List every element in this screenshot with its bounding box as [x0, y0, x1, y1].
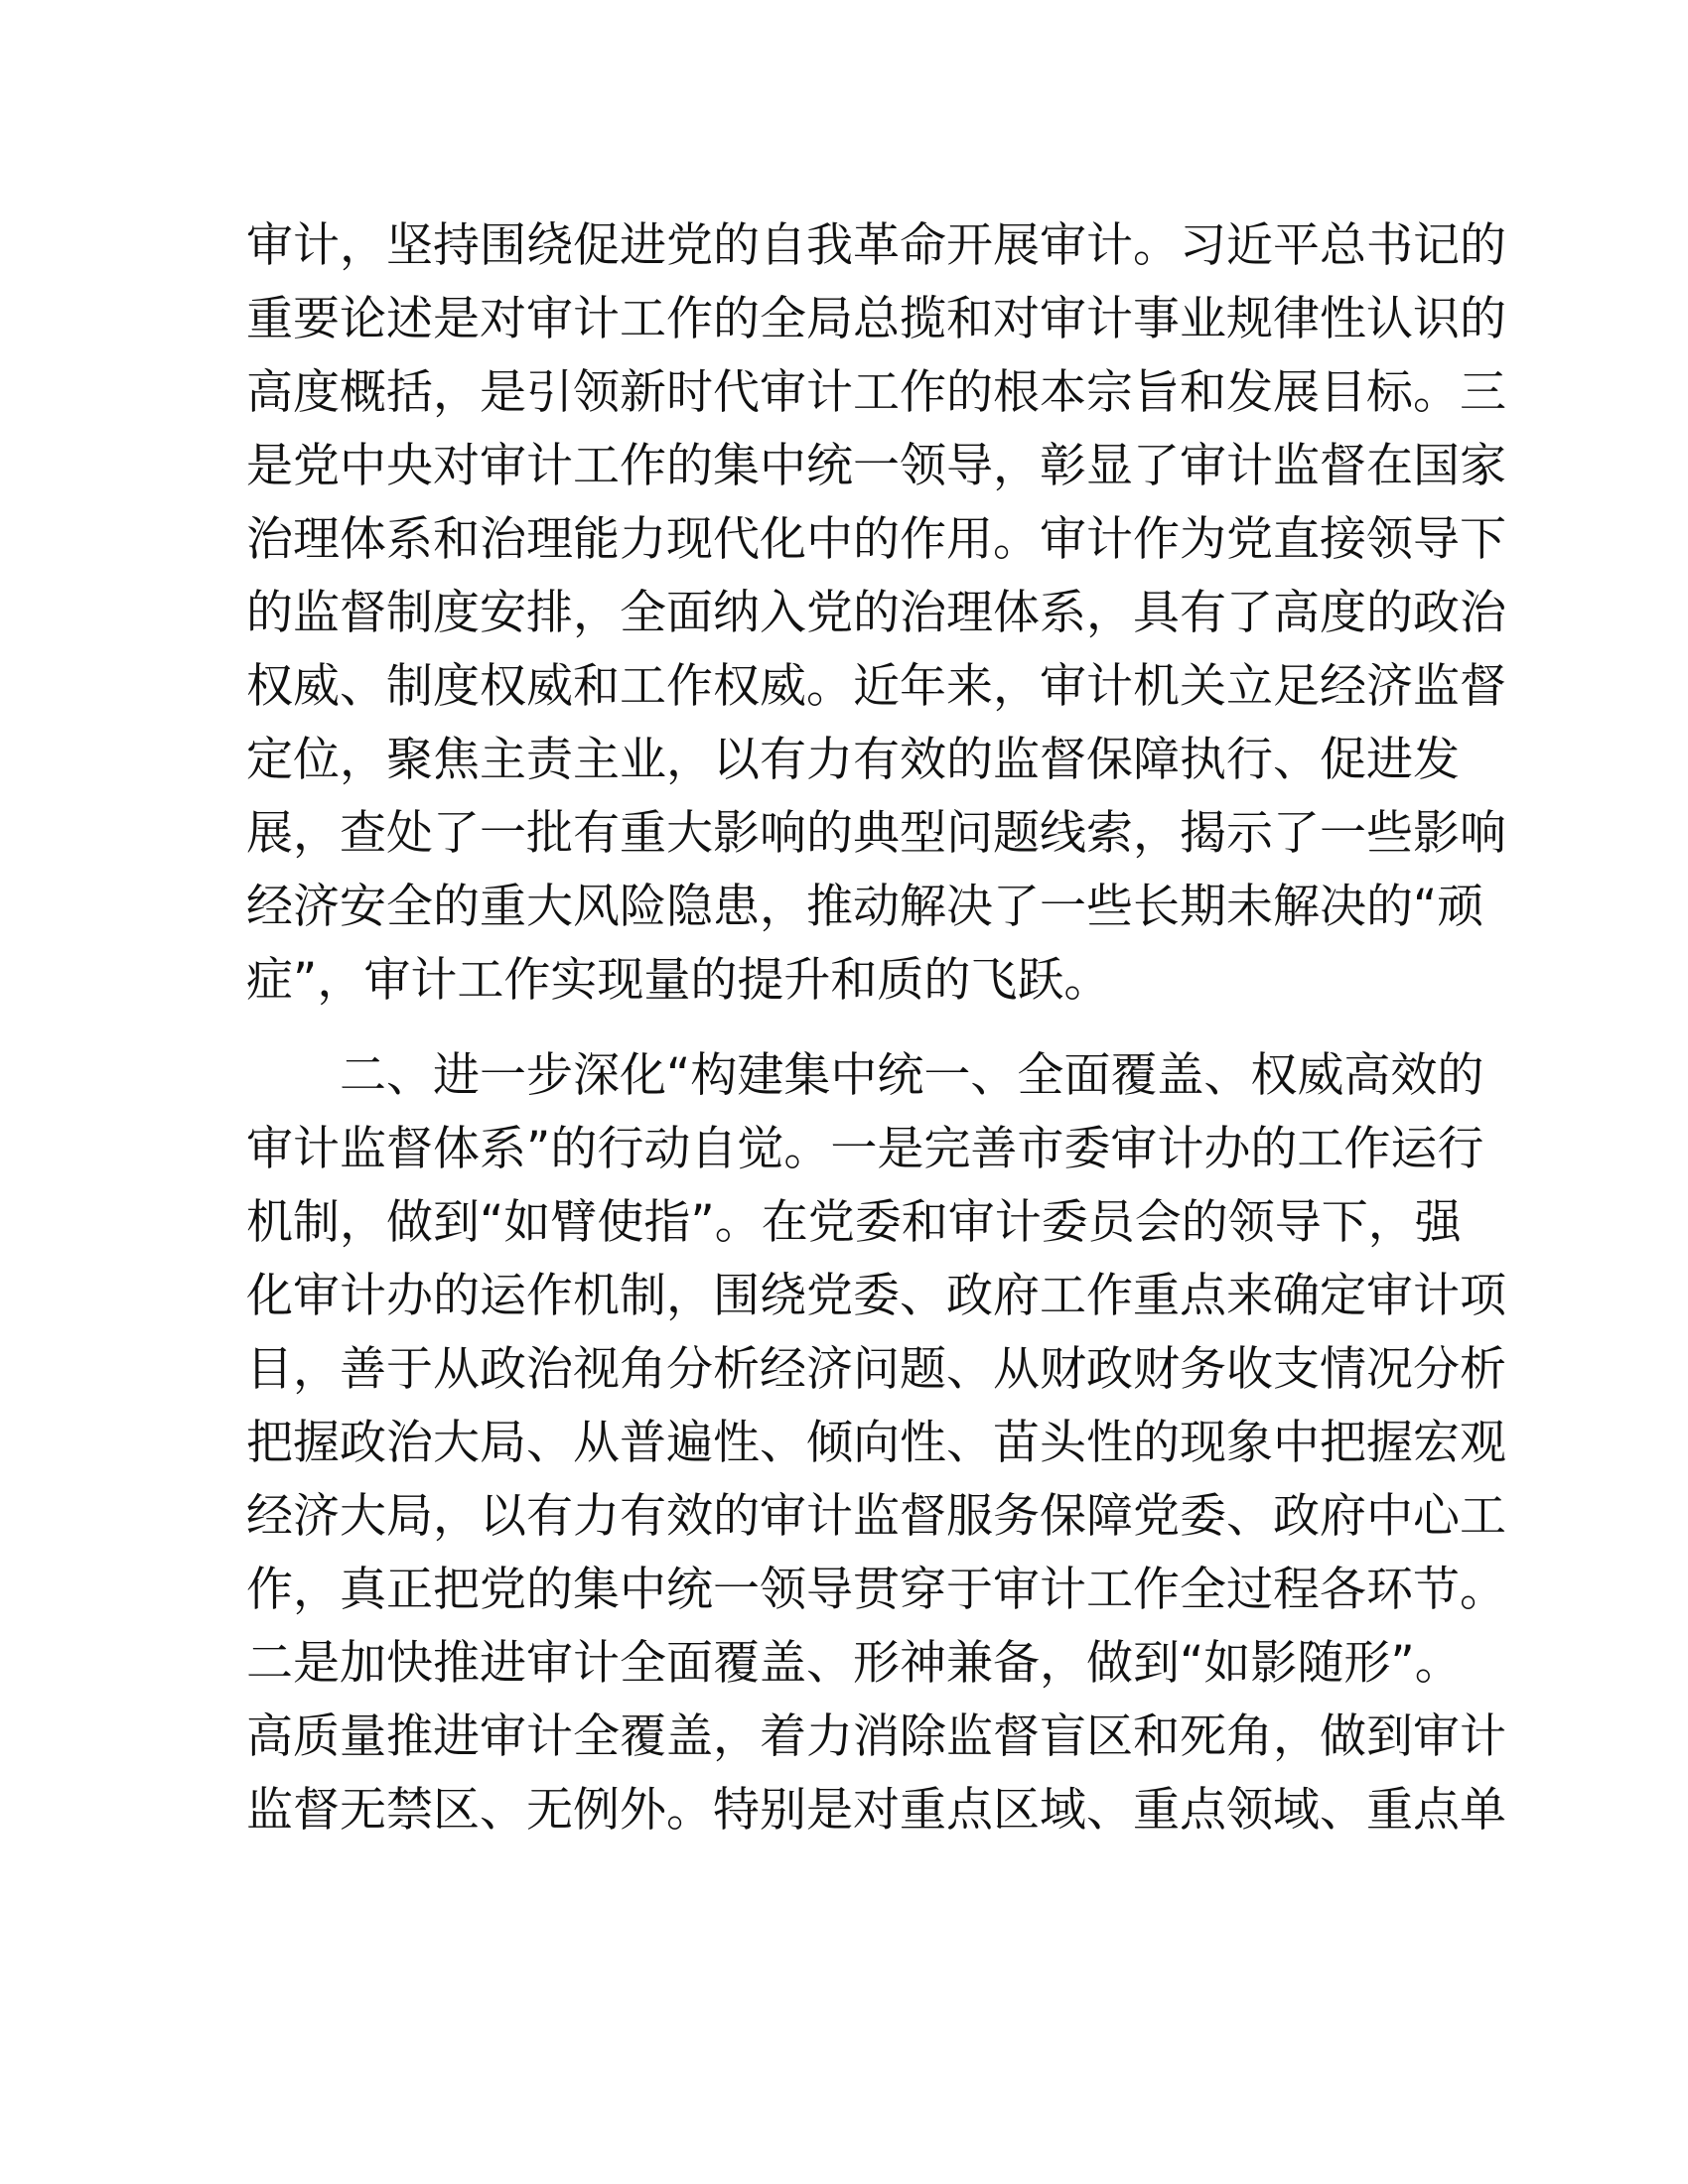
- text-line: 监督无禁区、无例外。特别是对重点区域、重点领域、重点单: [246, 1783, 1506, 1838]
- text-line: 化审计办的运作机制，围绕党委、政府工作重点来确定审计项: [246, 1269, 1506, 1323]
- text-line: 审计监督体系”的行动自觉。一是完善市委审计办的工作运行: [246, 1122, 1484, 1176]
- text-line: 的监督制度安排，全面纳入党的治理体系，具有了高度的政治: [246, 586, 1506, 640]
- text-line: 展，查处了一批有重大影响的典型问题线索，揭示了一些影响: [246, 806, 1506, 861]
- text-line: 高质量推进审计全覆盖，着力消除监督盲区和死角，做到审计: [246, 1709, 1506, 1764]
- text-line: 治理体系和治理能力现代化中的作用。审计作为党直接领导下: [246, 512, 1506, 567]
- text-line: 是党中央对审计工作的集中统一领导，彰显了审计监督在国家: [246, 439, 1506, 493]
- text-line: 二、进一步深化“构建集中统一、全面覆盖、权威高效的: [340, 1048, 1484, 1103]
- text-line: 症”，审计工作实现量的提升和质的飞跃。: [246, 953, 1111, 1008]
- text-line: 权威、制度权威和工作权威。近年来，审计机关立足经济监督: [246, 659, 1506, 714]
- text-line: 经济安全的重大风险隐患，推动解决了一些长期未解决的“顽: [246, 880, 1484, 934]
- text-line: 机制，做到“如臂使指”。在党委和审计委员会的领导下，强: [246, 1195, 1462, 1250]
- text-line: 二是加快推进审计全面覆盖、形神兼备，做到“如影随形”。: [246, 1636, 1462, 1691]
- text-line: 重要论述是对审计工作的全局总揽和对审计事业规律性认识的: [246, 292, 1506, 346]
- text-line: 定位，聚焦主责主业，以有力有效的监督保障执行、促进发: [246, 733, 1460, 787]
- text-line: 审计，坚持围绕促进党的自我革命开展审计。习近平总书记的: [246, 218, 1506, 273]
- text-line: 高度概括，是引领新时代审计工作的根本宗旨和发展目标。三: [246, 365, 1506, 420]
- text-line: 作，真正把党的集中统一领导贯穿于审计工作全过程各环节。: [246, 1563, 1506, 1617]
- text-line: 目，善于从政治视角分析经济问题、从财政财务收支情况分析: [246, 1342, 1506, 1397]
- paragraph-audit-authority: [246, 209, 1506, 1018]
- text-line: 经济大局，以有力有效的审计监督服务保障党委、政府中心工: [246, 1489, 1506, 1544]
- text-line: 把握政治大局、从普遍性、倾向性、苗头性的现象中把握宏观: [246, 1416, 1506, 1470]
- paragraph-audit-system: [246, 1039, 1506, 1847]
